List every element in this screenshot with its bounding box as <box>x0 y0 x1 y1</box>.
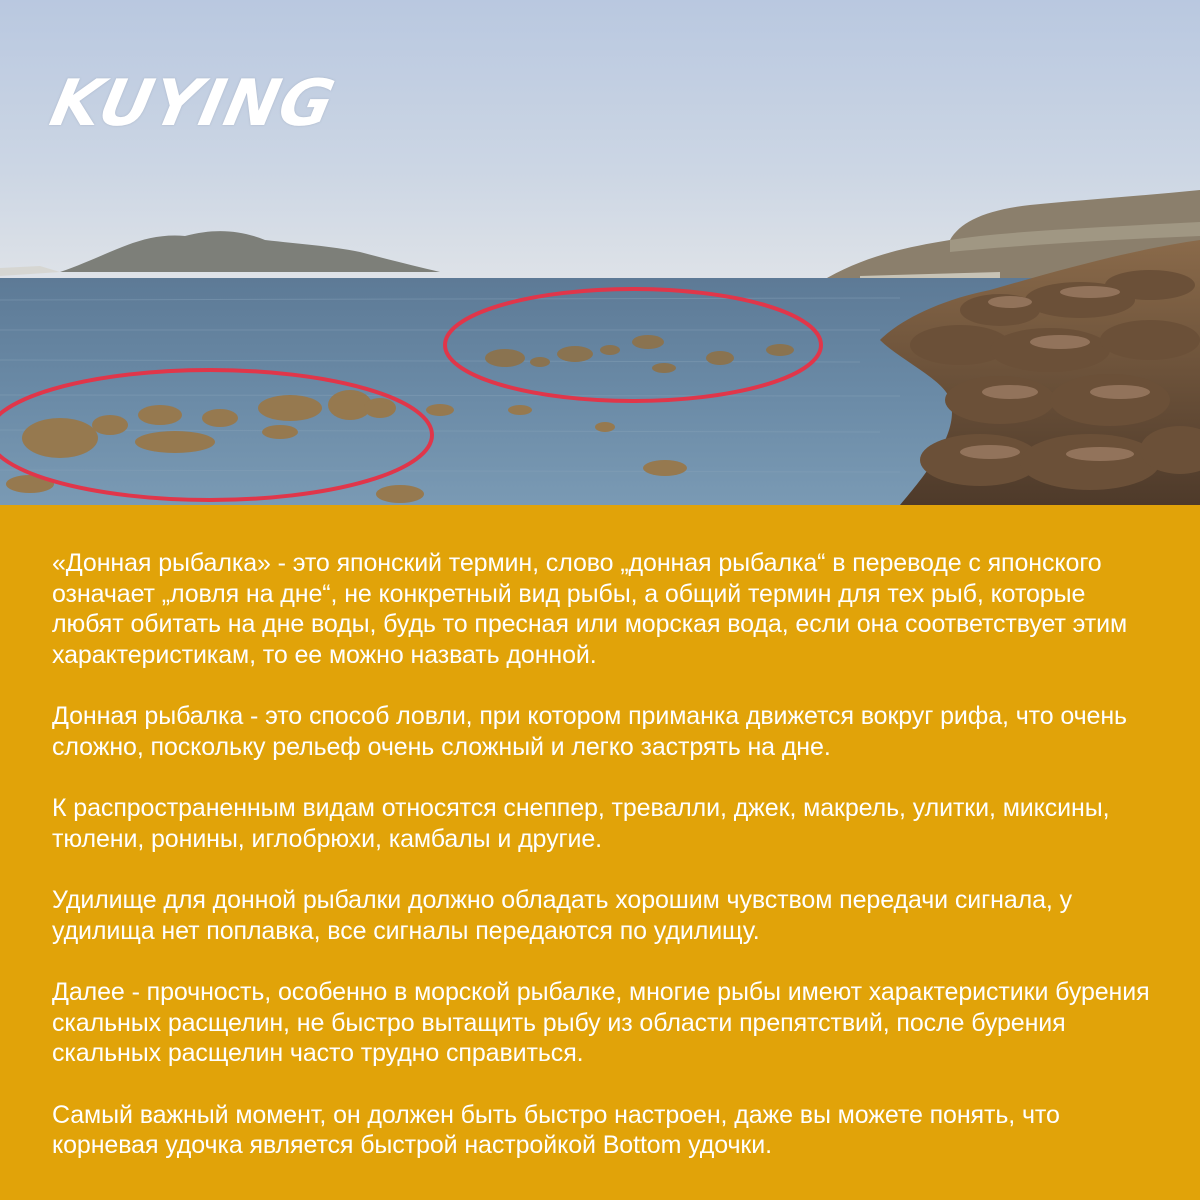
brand-logo: KUYING <box>44 67 342 141</box>
article-paragraph: Далее - прочность, особенно в морской рыбалке, многие рыбы имеют характеристики бурения скальных расщелин, не быстро вытащить рыбу из области препятствий, после бурения скальных расщелин часто трудно справиться. <box>52 978 1150 1067</box>
article-paragraph: Донная рыбалка - это способ ловли, при котором приманка движется вокруг рифа, что очень сложно, поскольку рельеф очень сложный и легко застрять на дне. <box>52 702 1127 761</box>
article-text-panel <box>0 505 1200 1200</box>
article-paragraph: К распространенным видам относятся снеппер, тревалли, джек, макрель, улитки, миксины, тюлени, ронины, иглобрюхи, камбалы и другие. <box>52 794 1110 853</box>
article-paragraph: Удилище для донной рыбалки должно обладать хорошим чувством передачи сигнала, у удилища нет поплавка, все сигналы передаются по удилищу. <box>52 886 1073 945</box>
article-paragraph: «Донная рыбалка» - это японский термин, слово „донная рыбалка“ в переводе с японского означает „ловля на дне“, не конкретный вид рыбы, а общий термин для тех рыб, которые любят обитать на дне воды, будь то пресная или морская вода, если она соответствует этим характеристикам, то ее можно назвать донной. <box>52 549 1128 669</box>
article-paragraph: Самый важный момент, он должен быть быстро настроен, даже вы можете понять, что корневая удочка является быстрой настройкой Bottom удочки. <box>52 1100 1060 1159</box>
